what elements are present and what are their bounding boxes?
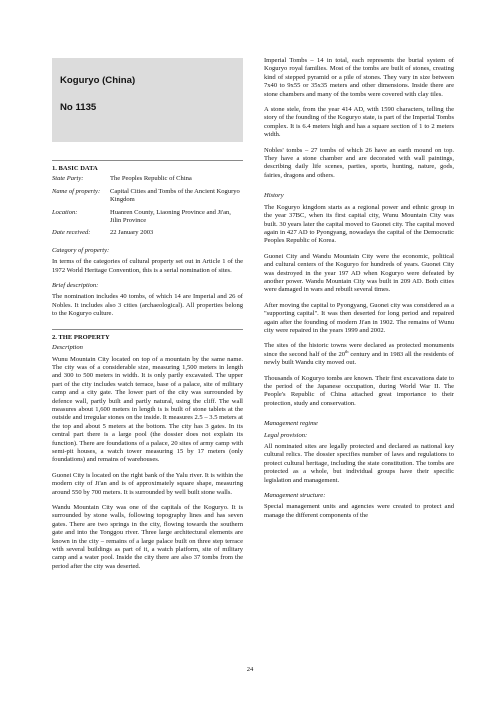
document-number: No 1135 [60,102,97,113]
basic-data-heading: 1. BASIC DATA [52,165,98,172]
location-value: Huanren County, Liaoning Province and Ji'an, Jilin Province [110,208,231,225]
right-column [264,57,454,527]
table-row [52,229,243,241]
table-row [52,209,243,230]
property-name-key: Name of property: [52,187,101,195]
section-rule [52,329,243,330]
state-party-value: The Peoples Republic of China [110,175,192,183]
description-label: Description [52,344,83,352]
date-received-value: 22 January 2003 [110,229,154,237]
history-paragraph: The sites of the historic towns were declared as protected monuments since the second half of the 20th century and in 1983 all the residents of newly built Wandu city moved out. [264,342,454,367]
table-row [52,175,243,187]
property-heading: 2. THE PROPERTY [52,333,110,341]
history-paragraph: Thousands of Koguryo tombs are known. Their first excavations date to the period of the Japanese occupation, during World War II. The People's Republic of China attached great importance to their protection, study and conservation. [264,374,454,407]
category-label: Category of property: [52,246,110,254]
date-received-key: Date received: [52,229,91,237]
title-box [52,58,243,142]
basic-data-table [52,175,243,241]
management-structure-label: Management structure: [264,492,326,500]
category-text: In terms of the categories of cultural property set out in Article 1 of the 1972 World Heritage Convention, this is a serial nomination of sites. [52,258,243,274]
description-paragraph: A stone stele, from the year 414 AD, with 1590 characters, telling the story of the founding of the Koguryo state, is part of the Imperial Tombs complex. It is 6.4 meters high and has a square section of 1 to 2 meters width. [264,106,454,139]
description-paragraph: Guonei City is located on the right bank of the Yalu river. It is within the modern city of Ji'an and is of approximately square shape, measuring around 550 by 700 meters. It is surrounded by well built stone walls. [52,471,243,496]
table-row [52,188,243,209]
management-structure-text: Special management units and agencies were created to protect and manage the different components of the [264,503,454,519]
left-column [52,160,243,578]
history-paragraph: After moving the capital to Pyongyang, Guonei city was considered as a "supporting capital". It was then deserted for long period and repaired again after the founding of modern Ji'an in 1902. The remains of Wunu city were repaired in the years 1999 and 2002. [264,301,454,334]
location-key: Location: [52,208,78,216]
legal-provision-text: All nominated sites are legally protected and declared as national key cultural relics. The dossier specifies number of laws and regulations to protect cultural heritage, including the state constitution. The tombs are protected as a whole, but individual groups have their specific legislation and management. [264,443,454,484]
description-paragraph: Imperial Tombs – 14 in total, each represents the burial system of Koguryo royal families. Most of the tombs are built of stones, creating kind of stepped pyramid or a pile of stones. They vary in size between 7x40 to 9x55 or 35x35 meters and other dimensions. Inside there are stone chambers and many of the tombs were covered with clay tiles. [264,57,454,98]
document-title: Koguryo (China) [60,75,136,86]
description-paragraph: Nobles' tombs – 27 tombs of which 26 have an earth mound on top. They have a stone chamber and are decorated with wall paintings, describing daily life scenes, parties, sports, hunting, nature, gods, fairies, dragons and others. [264,146,454,179]
state-party-key: State Party: [52,175,84,183]
legal-provision-label: Legal provision: [264,431,308,439]
history-paragraph: Guonei City and Wandu Mountain City were the economic, political and cultural centers of the Koguryo for hundreds of years. Guonei City was destroyed in the year 197 AD when Koguryo were defeated by another power. Wandu Mountain City was built in 209 AD. Both cities were damaged in wars and rebuilt several times. [264,252,454,294]
brief-description-label: Brief description: [52,282,99,290]
history-paragraph: The Koguryo kingdom starts as a regional power and ethnic group in the year 37BC, when its first capital city, Wunu Mountain City was built. 30 years later the capital moved to Guonei city. The capital moved again in 427 AD to Pyongyang, nowadays the capital of the Democratic Peoples Republic of Korea. [264,203,454,245]
management-label: Management regime [264,420,318,428]
section-rule [52,160,243,161]
brief-description-text: The nomination includes 40 tombs, of which 14 are Imperial and 26 of Nobles. It includes also 3 cities (archaeological). All properties belong to the Koguryo culture. [52,293,243,318]
history-label: History [264,192,284,200]
description-paragraph: Wandu Mountain City was one of the capitals of the Koguryo. It is surrounded by stone walls, following topography lines and has seven gates. There are two springs in the city, flowing towards the southern gate and into the Tonggou river. Three large architectural elements are known in the city – remains of a large palace built on three step terrace with several buildings as part of it, a watch platform, site of military camp and a water pool. Inside the city there are also 37 tombs from the period after the city was deserted. [52,504,243,570]
page-number: 24 [246,666,254,673]
property-name-value: Capital Cities and Tombs of the Ancient Koguryo Kingdom [110,187,240,204]
description-paragraph: Wunu Mountain City located on top of a mountain by the same name. The city was of a considerable size, measuring 1,500 meters in length and 300 to 500 meters in width. It is only partly excavated. The upper part of the city includes watch terrace, base of a palace, site of military camp and a city gate. The lower part of the city was surrounded by defence wall, partly built and partly natural, using the cliff. The wall measures about 1,600 meters in length is is built of stone tablets at the outside and irregular stones on the inside. It measures 2.5 – 3.5 meters at the top and about 5 meters at the bottom. The city has 3 gates. In its central part there is a large pool (the dossier does not explain its function). There are foundations of a palace, 20 sites of army camp with semi-pit houses, a watch tower measuring 15 by 17 meters (only foundations) and remains of warehouses. [52,355,243,464]
